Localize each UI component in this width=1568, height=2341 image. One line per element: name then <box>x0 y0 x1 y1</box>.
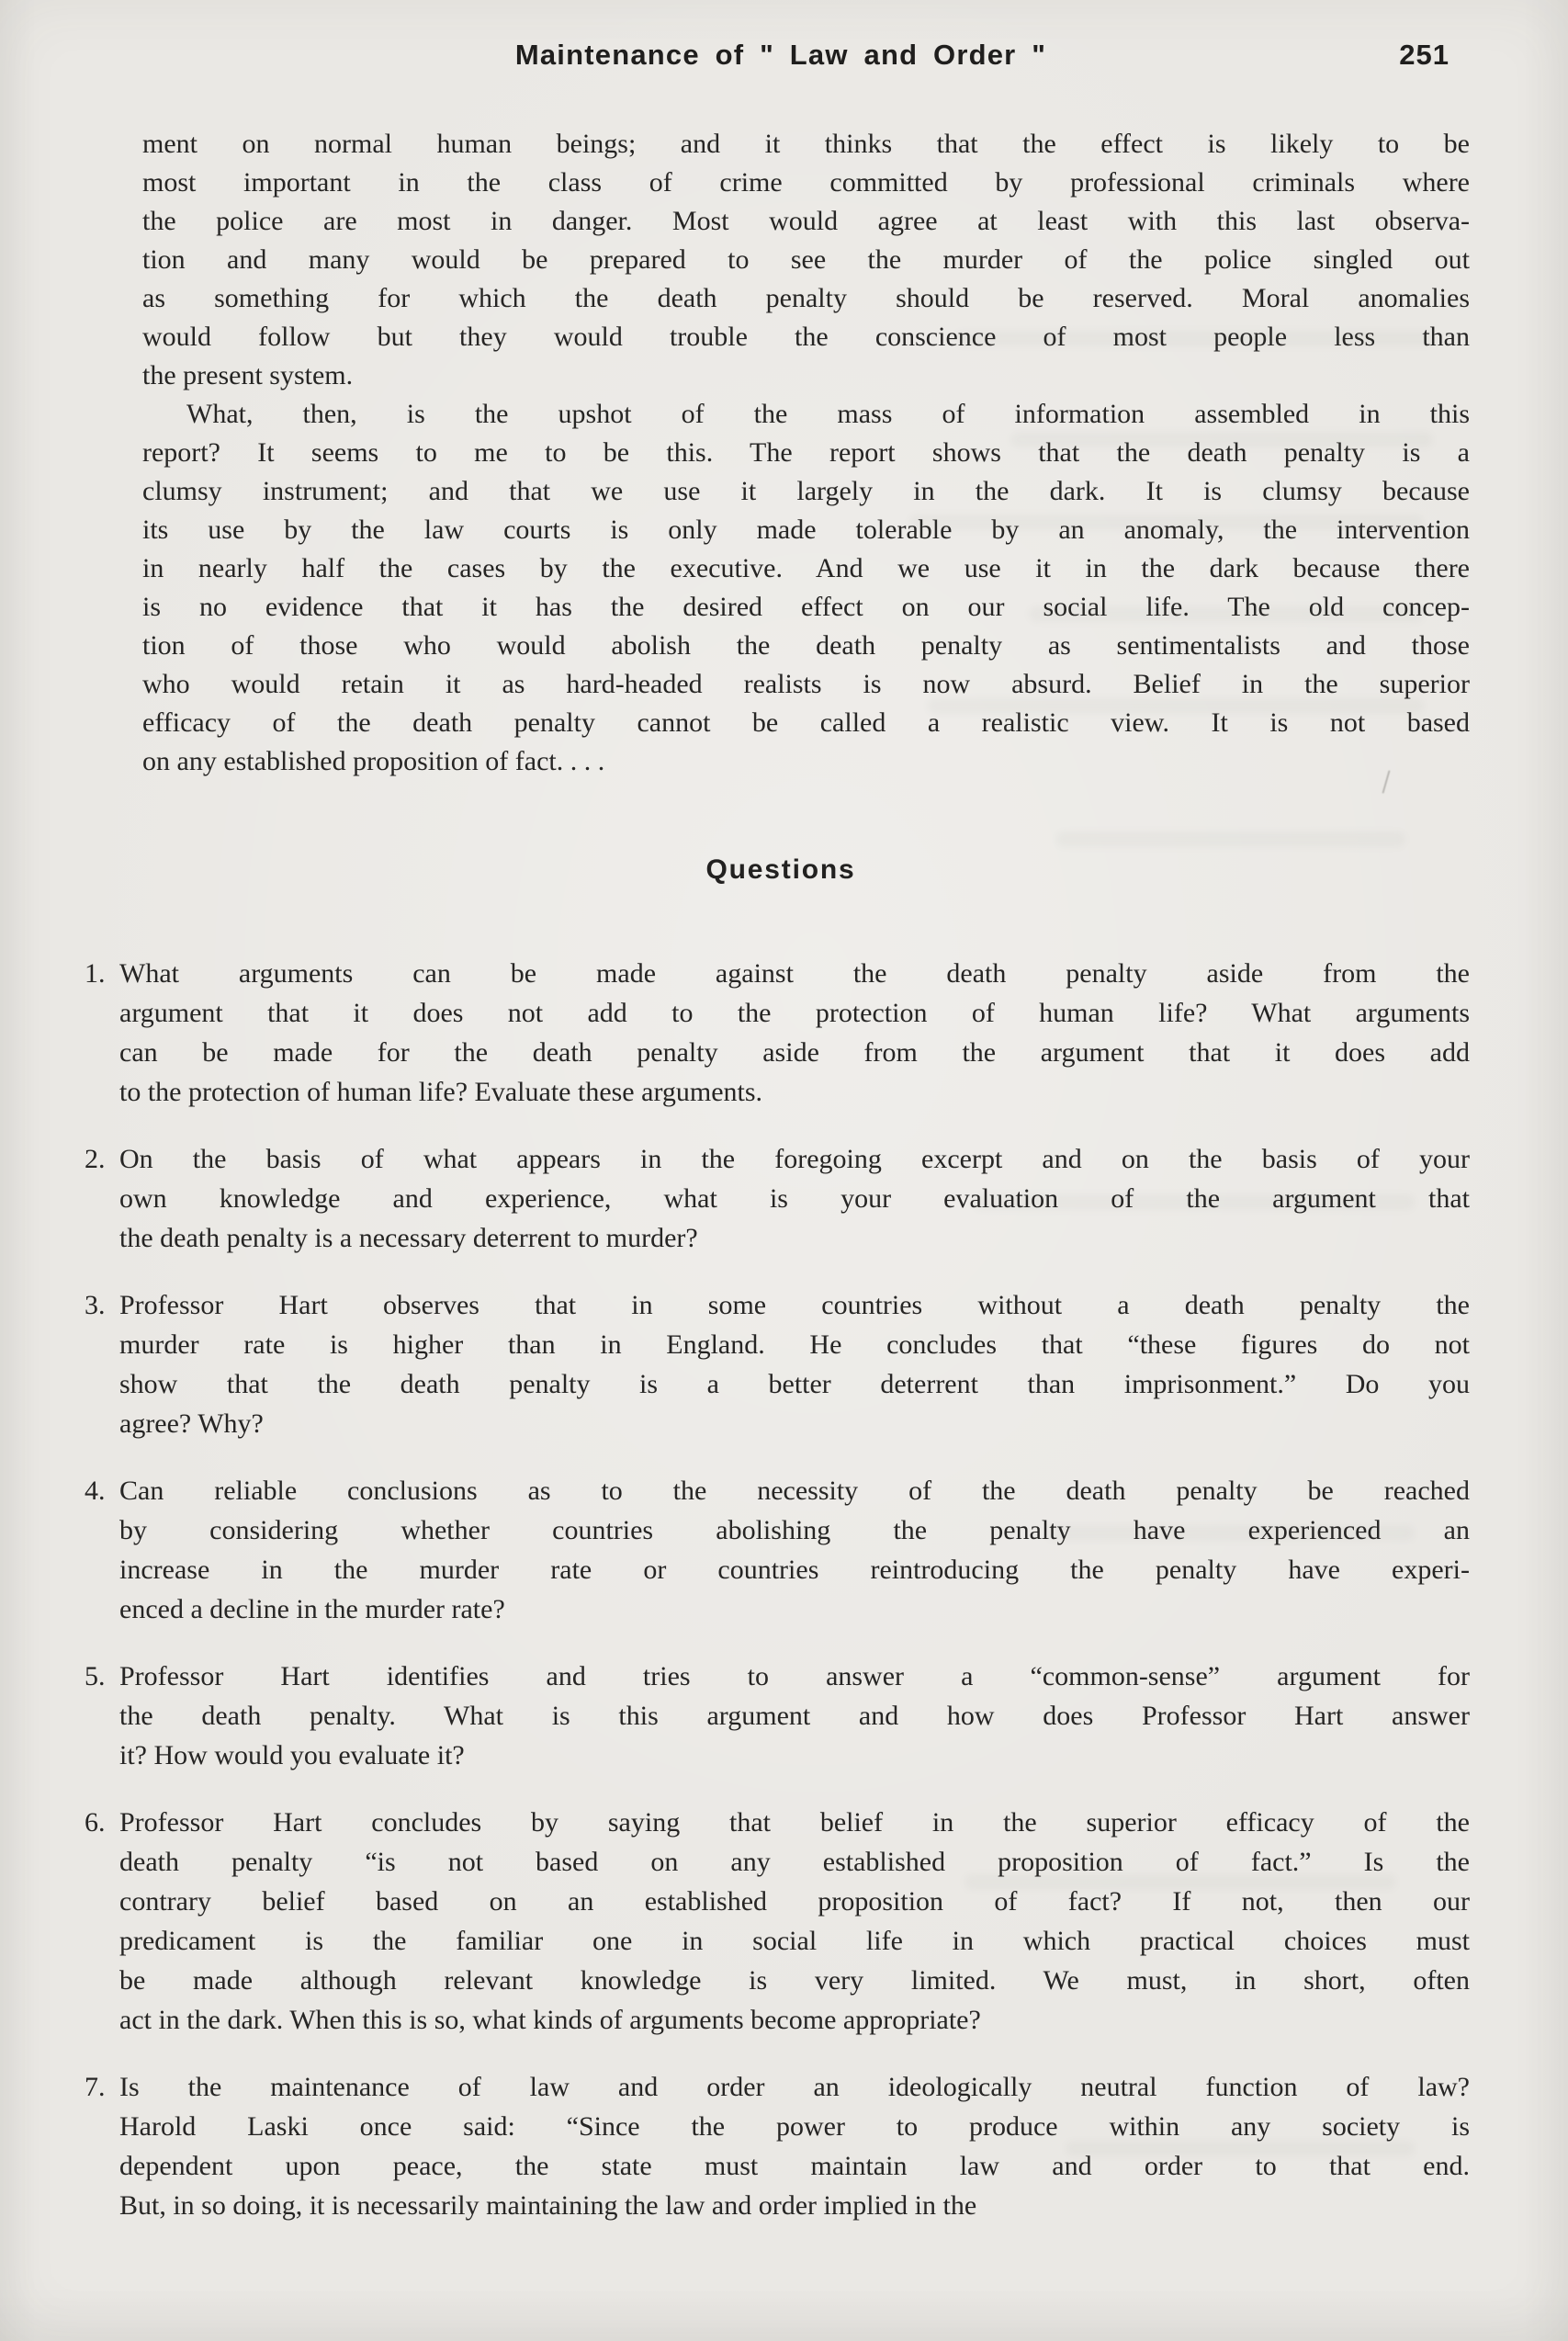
text-line: would follow but they would trouble the conscience of most people less than <box>142 322 1470 352</box>
text-line: it? How would you evaluate it? <box>119 1740 465 1770</box>
text-line: act in the dark. When this is so, what kinds of arguments become appropriate? <box>119 2005 981 2035</box>
text-line: tion and many would be prepared to see the murder of the police singled out <box>142 244 1470 275</box>
question-number: 7. <box>85 2072 106 2102</box>
text-line: argument that it does not add to the protection of human life? What arguments <box>119 998 1470 1028</box>
question-text <box>119 1139 1470 1258</box>
question-text <box>119 1285 1470 1443</box>
text-line: be made although relevant knowledge is very limited. We must, in short, often <box>119 1965 1470 1996</box>
text-line: the present system. <box>142 360 354 390</box>
text-line: ment on normal human beings; and it thinks that the effect is likely to be <box>142 129 1470 159</box>
text-line: on any established proposition of fact. . . . <box>142 746 605 776</box>
text-line: show that the death penalty is a better deterrent than imprisonment.” Do you <box>119 1369 1470 1399</box>
question-item <box>85 954 1470 1112</box>
text-line: report? It seems to me to be this. The report shows that the death penalty is a <box>142 437 1470 468</box>
text-line: Professor Hart identifies and tries to answer a “common-sense” argument for <box>119 1661 1470 1691</box>
question-number: 5. <box>85 1661 106 1691</box>
question-number: 6. <box>85 1807 106 1838</box>
question-item <box>85 1285 1470 1443</box>
text-line: What arguments can be made against the death penalty aside from the <box>119 958 1470 989</box>
text-line: predicament is the familiar one in social life in which practical choices must <box>119 1926 1470 1956</box>
text-line: in nearly half the cases by the executive. And we use it in the dark because there <box>142 553 1470 583</box>
text-line: increase in the murder rate or countries reintroducing the penalty have experi- <box>119 1555 1470 1585</box>
paragraph <box>142 125 1470 395</box>
question-number: 4. <box>85 1476 106 1506</box>
text-line: to the protection of human life? Evaluate these arguments. <box>119 1077 763 1107</box>
text-line: most important in the class of crime committed by professional criminals where <box>142 167 1470 198</box>
page-title: Maintenance of " Law and Order " <box>514 39 1047 71</box>
text-line: the police are most in danger. Most would agree at least with this last observa- <box>142 206 1470 236</box>
text-line: the death penalty. What is this argument and how does Professor Hart answer <box>119 1701 1470 1731</box>
text-line: enced a decline in the murder rate? <box>119 1594 505 1624</box>
text-line: Is the maintenance of law and order an ideologically neutral function of law? <box>119 2072 1470 2102</box>
text-line: own knowledge and experience, what is your evaluation of the argument that <box>119 1183 1470 1214</box>
question-item <box>85 1803 1470 2040</box>
text-line: by considering whether countries abolishing the penalty have experienced an <box>119 1515 1470 1545</box>
text-line: is no evidence that it has the desired effect on our social life. The old concep- <box>142 592 1470 622</box>
text-line: But, in so doing, it is necessarily maintaining the law and order implied in the <box>119 2190 977 2221</box>
text-line: dependent upon peace, the state must maintain law and order to that end. <box>119 2151 1470 2181</box>
questions-heading: Questions <box>705 854 856 885</box>
question-number: 2. <box>85 1144 106 1174</box>
text-line: Can reliable conclusions as to the necessity of the death penalty be reached <box>119 1476 1470 1506</box>
page-number: 251 <box>1399 39 1450 71</box>
question-text <box>119 954 1470 1112</box>
question-text <box>119 2067 1470 2225</box>
questions-list <box>85 954 1470 2225</box>
question-text <box>119 1657 1470 1775</box>
text-line: efficacy of the death penalty cannot be called a realistic view. It is not based <box>142 707 1470 738</box>
question-item <box>85 1139 1470 1258</box>
text-line: On the basis of what appears in the foregoing excerpt and on the basis of your <box>119 1144 1470 1174</box>
text-line: the death penalty is a necessary deterrent to murder? <box>119 1223 698 1253</box>
paragraph <box>142 395 1470 781</box>
question-item <box>85 2067 1470 2225</box>
text-line: What, then, is the upshot of the mass of information assembled in this <box>186 399 1470 429</box>
text-line: death penalty “is not based on any established proposition of fact.” Is the <box>119 1847 1470 1877</box>
text-line: murder rate is higher than in England. He concludes that “these figures do not <box>119 1329 1470 1360</box>
question-text <box>119 1803 1470 2040</box>
text-line: tion of those who would abolish the death penalty as sentimentalists and those <box>142 630 1470 661</box>
running-head <box>92 0 1470 81</box>
question-text <box>119 1471 1470 1629</box>
text-line: who would retain it as hard-headed realists is now absurd. Belief in the superior <box>142 669 1470 699</box>
question-number: 1. <box>85 958 106 989</box>
text-line: Harold Laski once said: “Since the power to produce within any society is <box>119 2111 1470 2142</box>
text-line: agree? Why? <box>119 1408 264 1439</box>
text-line: contrary belief based on an established proposition of fact? If not, then our <box>119 1886 1470 1917</box>
excerpt-block <box>142 125 1470 781</box>
question-item <box>85 1657 1470 1775</box>
text-line: as something for which the death penalty should be reserved. Moral anomalies <box>142 283 1470 313</box>
question-item <box>85 1471 1470 1629</box>
text-line: can be made for the death penalty aside from the argument that it does add <box>119 1037 1470 1068</box>
text-line: clumsy instrument; and that we use it largely in the dark. It is clumsy because <box>142 476 1470 506</box>
text-line: Professor Hart observes that in some countries without a death penalty the <box>119 1290 1470 1320</box>
question-number: 3. <box>85 1290 106 1320</box>
text-line: its use by the law courts is only made tolerable by an anomaly, the intervention <box>142 515 1470 545</box>
text-line: Professor Hart concludes by saying that belief in the superior efficacy of the <box>119 1807 1470 1838</box>
